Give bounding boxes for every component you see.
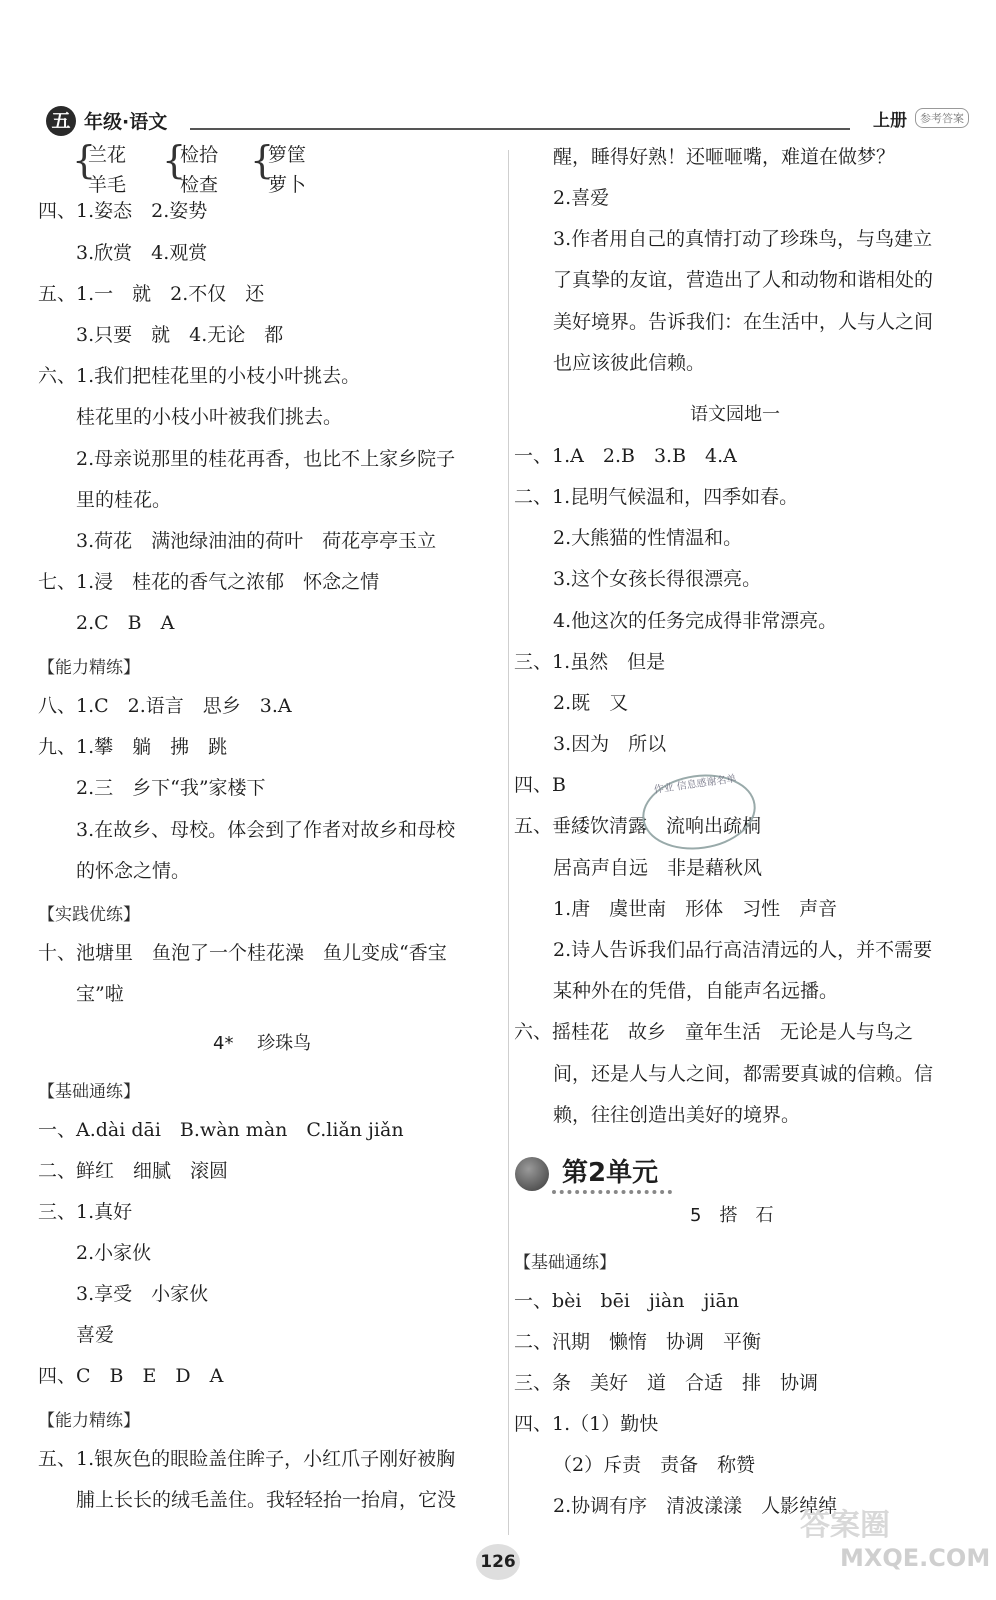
- answer-line: 3.作者用自己的真情打动了珍珠鸟，与鸟建立: [553, 228, 933, 250]
- answer-line: 了真挚的友谊，营造出了人和动物和谐相处的: [553, 269, 934, 291]
- header-tag: 参考答案: [915, 108, 969, 128]
- answer-line: 萝卜: [268, 174, 307, 196]
- answer-line: 六、1.我们把桂花里的小枝小叶挑去。: [38, 365, 361, 387]
- answer-line: 二、鲜红 细腻 滚圆: [38, 1160, 229, 1182]
- answer-line: 二、汛期 懒惰 协调 平衡: [514, 1331, 762, 1353]
- answer-line: （2）斥责 责备 称赞: [553, 1454, 756, 1476]
- answer-line: 六、摇桂花 故乡 童年生活 无论是人与鸟之: [514, 1021, 914, 1043]
- answer-line: 三、1.真好: [38, 1201, 133, 1223]
- answer-line: 2.协调有序 清波漾漾 人影绰绰: [553, 1495, 838, 1517]
- answer-line: 1.唐 虞世南 形体 习性 声音: [553, 898, 838, 920]
- unit-title: 第2单元: [562, 1158, 659, 1188]
- answer-line: 2.C B A: [76, 612, 175, 634]
- answer-line: 3.享受 小家伙: [76, 1283, 209, 1305]
- header-volume: 上册: [873, 111, 907, 131]
- section-label: 【基础通练】: [38, 1082, 140, 1102]
- answer-line: 2.小家伙: [76, 1242, 152, 1264]
- lesson-title: 5 搭 石: [690, 1205, 774, 1226]
- answer-line: 检查: [180, 174, 219, 196]
- answer-line: 3.因为 所以: [553, 733, 667, 755]
- answer-line: 八、1.C 2.语言 思乡 3.A: [38, 695, 292, 717]
- answer-line: 2.诗人告诉我们品行高洁清远的人，并不需要: [553, 939, 933, 961]
- answer-line: 2.三 乡下“我”家楼下: [76, 777, 266, 799]
- lesson-title: 4* 珍珠鸟: [213, 1033, 312, 1054]
- unit-divider: [552, 1190, 672, 1194]
- answer-line: 脯上长长的绒毛盖住。我轻轻抬一抬肩，它没: [76, 1489, 457, 1511]
- answer-line: 3.只要 就 4.无论 都: [76, 324, 284, 346]
- answer-line: 羊毛: [88, 174, 127, 196]
- answer-line: 五、1.银灰色的眼睑盖住眸子，小红爪子刚好被胸: [38, 1448, 456, 1470]
- answer-line: 四、1.（1）勤快: [514, 1413, 659, 1435]
- answer-line: 间，还是人与人之间，都需要真诚的信赖。信: [553, 1063, 934, 1085]
- answer-line: 3.欣赏 4.观赏: [76, 242, 208, 264]
- answer-line: 桂花里的小枝小叶被我们挑去。: [76, 406, 343, 428]
- answer-line: 里的桂花。: [76, 489, 172, 511]
- answer-line: 箩筐: [268, 144, 307, 166]
- answer-line: 2.喜爱: [553, 187, 610, 209]
- answer-line: 兰花: [88, 144, 127, 166]
- answer-line: 2.既 又: [553, 692, 629, 714]
- answer-line: 居高声自远 非是藉秋风: [553, 857, 763, 879]
- answer-line: 3.在故乡、母校。体会到了作者对故乡和母校: [76, 819, 456, 841]
- answer-line: 某种外在的凭借，自能声名远播。: [553, 980, 839, 1002]
- watermark-url: MXQE.COM: [840, 1544, 991, 1572]
- answer-line: 2.母亲说那里的桂花再香，也比不上家乡院子: [76, 448, 456, 470]
- answer-line: 3.荷花 满池绿油油的荷叶 荷花亭亭玉立: [76, 530, 437, 552]
- brace-icon: {: [250, 138, 275, 182]
- answer-line: 一、1.A 2.B 3.B 4.A: [514, 445, 737, 467]
- answer-line: 一、A.dài dāi B.wàn màn C.liǎn jiǎn: [38, 1119, 404, 1141]
- answer-line: 检拾: [180, 144, 219, 166]
- answer-line: 宝”啦: [76, 983, 124, 1005]
- section-label: 【能力精练】: [38, 658, 140, 678]
- answer-line: 七、1.浸 桂花的香气之浓郁 怀念之情: [38, 571, 380, 593]
- brace-icon: {: [162, 138, 187, 182]
- page-number: 126: [476, 1544, 520, 1580]
- answer-line: 4.他这次的任务完成得非常漂亮。: [553, 610, 838, 632]
- stamp-seal: 作业 信息感谢名单: [637, 767, 760, 856]
- lesson-title: 语文园地一: [690, 404, 780, 425]
- brace-icon: {: [72, 138, 97, 182]
- answer-line: 也应该彼此信赖。: [553, 352, 706, 374]
- answer-line: 一、bèi bēi jiàn jiān: [514, 1290, 740, 1312]
- answer-line: 四、C B E D A: [38, 1365, 224, 1387]
- answer-line: 的怀念之情。: [76, 860, 191, 882]
- answer-line: 二、1.昆明气候温和，四季如春。: [514, 486, 799, 508]
- page-header: [0, 0, 996, 150]
- column-divider: [508, 150, 509, 1535]
- answer-line: 2.大熊猫的性情温和。: [553, 527, 743, 549]
- unit-ball-icon: [515, 1157, 549, 1191]
- answer-line: 三、条 美好 道 合适 排 协调: [514, 1372, 819, 1394]
- grade-badge: 五: [46, 106, 76, 136]
- header-title: 年级·语文: [84, 111, 168, 133]
- section-label: 【能力精练】: [38, 1411, 140, 1431]
- header-rule: [190, 128, 850, 130]
- answer-line: 十、池塘里 鱼泡了一个桂花澡 鱼儿变成“香宝: [38, 942, 447, 964]
- answer-line: 醒，睡得好熟！还咂咂嘴，难道在做梦？: [553, 146, 896, 168]
- answer-line: 3.这个女孩长得很漂亮。: [553, 568, 762, 590]
- section-label: 【基础通练】: [514, 1253, 616, 1273]
- section-label: 【实践优练】: [38, 905, 140, 925]
- watermark: 答案圈: [800, 1508, 890, 1543]
- answer-line: 九、1.攀 躺 拂 跳: [38, 736, 228, 758]
- answer-line: 美好境界。告诉我们：在生活中，人与人之间: [553, 311, 934, 333]
- answer-line: 四、1.姿态 2.姿势: [38, 200, 208, 222]
- answer-line: 喜爱: [76, 1324, 115, 1346]
- answer-line: 赖，往往创造出美好的境界。: [553, 1104, 801, 1126]
- answer-line: 三、1.虽然 但是: [514, 651, 666, 673]
- answer-line: 五、垂緌饮清露 流响出疏桐: [514, 815, 762, 837]
- answer-line: 五、1.一 就 2.不仅 还: [38, 283, 265, 305]
- answer-line: 四、B: [514, 774, 566, 796]
